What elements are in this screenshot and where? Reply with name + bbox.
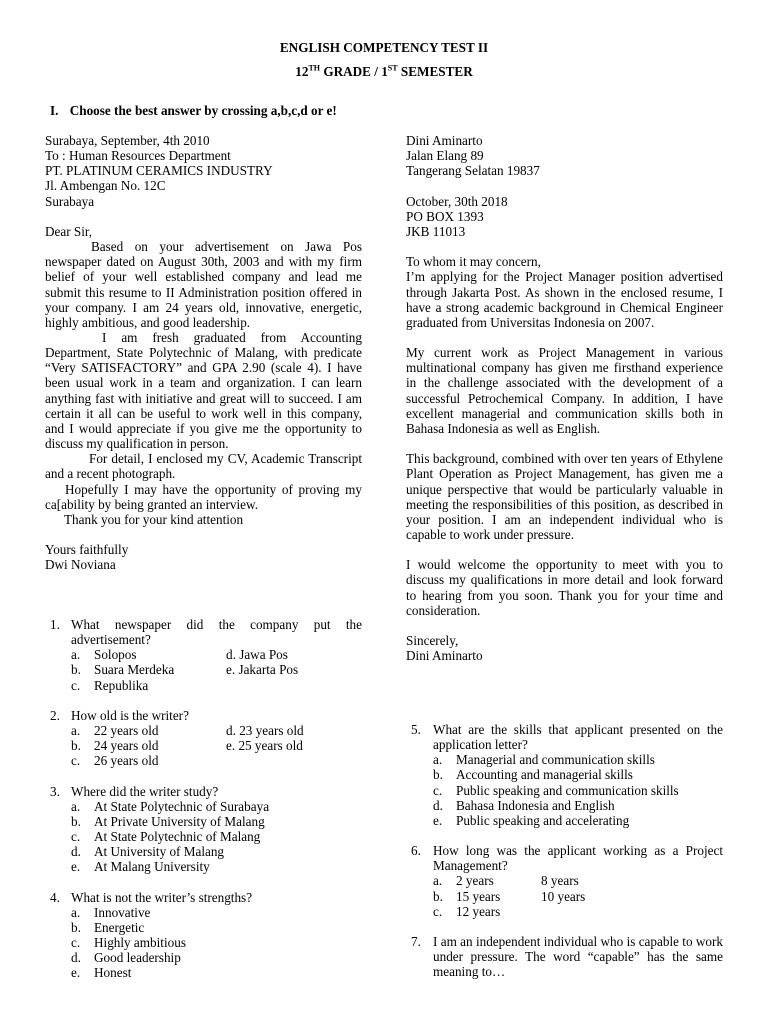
question-text: What are the skills that applicant presented on the application letter? <box>433 722 723 753</box>
grade-number: 12 <box>295 64 309 79</box>
question-7 <box>411 934 723 979</box>
questions-right <box>411 722 723 980</box>
question-text: What newspaper did the company put the advertisement? <box>71 617 362 648</box>
option-row[interactable]: a. Managerial and communication skills <box>433 752 655 768</box>
option-row[interactable]: d. Bahasa Indonesia and English <box>433 797 615 813</box>
letter-one-signature: Dwi Noviana <box>45 557 116 573</box>
option-row[interactable]: b. Suara Merdeka e. Jakarta Pos <box>71 662 299 678</box>
option-row[interactable]: c. Public speaking and communication skills <box>433 782 679 798</box>
semester-suffix: ST <box>387 63 398 73</box>
letter-two-sender: Dini Aminarto <box>406 133 483 148</box>
letter-one-city: Surabaya <box>45 193 95 209</box>
letter-one-paragraph-5: Thank you for your kind attention <box>64 511 244 527</box>
question-text: What is not the writer’s strengths? <box>71 889 253 905</box>
letter-one-paragraph-3: For detail, I enclosed my CV, Academic Transcript and a recent photograph. <box>45 451 362 482</box>
option-row[interactable]: c. At State Polytechnic of Malang <box>71 829 261 845</box>
test-title: ENGLISH COMPETENCY TEST II <box>279 40 489 55</box>
option-row[interactable]: a. Innovative <box>71 904 151 920</box>
option-row[interactable]: b. Accounting and managerial skills <box>433 767 633 783</box>
question-number: 4. <box>50 889 60 905</box>
question-6 <box>411 843 723 919</box>
question-number: 7. <box>411 934 421 950</box>
letter-one <box>45 133 362 573</box>
section-number: I. <box>50 103 59 118</box>
option-row[interactable]: e. Honest <box>71 965 132 981</box>
questions-left <box>50 617 362 980</box>
grade-suffix: TH <box>308 63 321 73</box>
option-row[interactable]: d. At University of Malang <box>71 844 225 860</box>
question-5 <box>411 722 723 828</box>
option-row[interactable]: c. 12 years <box>433 903 501 919</box>
option-row[interactable]: b. 24 years old e. 25 years old <box>71 738 303 754</box>
letter-two-paragraph-4: I would welcome the opportunity to meet with you to discuss my qualifications in more detail and look forward to hearing from you soon. Thank you for your time and consideration. <box>406 557 723 618</box>
option-row[interactable]: a. 22 years old d. 23 years old <box>71 723 304 739</box>
question-3 <box>50 784 362 875</box>
question-number: 2. <box>50 707 60 723</box>
letter-one-company: PT. PLATINUM CERAMICS INDUSTRY <box>45 163 273 179</box>
letter-one-paragraph-1: Based on your advertisement on Jawa Pos newspaper dated on August 30th, 2003 and with my firm belief of your well established company and lead me submit this resume to II Administration position offered in your company. I am 24 years old, innovative, energetic, highly ambitious, and good leadership. <box>45 239 362 330</box>
question-number: 3. <box>50 783 60 799</box>
question-1 <box>50 617 362 693</box>
letter-one-address: Jl. Ambengan No. 12C <box>45 178 166 194</box>
question-4 <box>50 890 362 981</box>
semester-label: SEMESTER <box>397 64 473 79</box>
option-row[interactable]: c. 26 years old <box>71 753 159 769</box>
option-row[interactable]: e. At Malang University <box>71 859 210 875</box>
option-row[interactable]: e. Public speaking and accelerating <box>433 812 630 828</box>
option-row[interactable]: a. At State Polytechnic of Surabaya <box>71 798 270 814</box>
option-row[interactable]: b. 15 years 10 years <box>433 888 586 904</box>
letter-two-paragraph-1: I’m applying for the Project Manager position advertised through Jakarta Post. As shown in the enclosed resume, I have a strong academic background in Chemical Engineer graduated from Universitas Indonesia on 2007. <box>406 269 723 330</box>
instruction-text: Choose the best answer by crossing a,b,c,d or e! <box>69 103 337 118</box>
option-row[interactable]: c. Highly ambitious <box>71 935 186 951</box>
option-row[interactable]: a. Solopos d. Jawa Pos <box>71 647 288 663</box>
question-text: How old is the writer? <box>71 707 189 723</box>
letter-two-city: Tangerang Selatan 19837 <box>406 163 540 179</box>
letter-one-closing: Yours faithfully <box>45 542 129 558</box>
letter-two-pobox: PO BOX 1393 <box>406 208 484 224</box>
question-text: I am an independent individual who is capable to work under pressure. The word “capable” has the same meaning to… <box>433 934 723 980</box>
option-row[interactable]: b. Energetic <box>71 919 145 935</box>
letter-one-salutation: Dear Sir, <box>45 223 93 239</box>
letter-one-paragraph-4: Hopefully I may have the opportunity of proving my ca[ability by being granted an interview. <box>45 481 362 512</box>
question-text: Where did the writer study? <box>71 783 219 799</box>
option-row[interactable]: a. 2 years 8 years <box>433 873 579 889</box>
option-row[interactable]: c. Republika <box>71 677 149 693</box>
letter-two-paragraph-2: My current work as Project Management in various multinational company has given me firsthand experience in the challenge associated with the development of a successful Petrochemical Company. In addition, I have excellent managerial and communication skills both in Bahasa Indonesia as well as English. <box>406 345 723 436</box>
question-number: 5. <box>411 722 421 737</box>
question-number: 1. <box>50 617 60 632</box>
letter-two-date: October, 30th 2018 <box>406 193 508 209</box>
section-instruction <box>50 103 337 119</box>
option-row[interactable]: d. Good leadership <box>71 950 181 966</box>
question-text: How long was the applicant working as a Project Management? <box>433 843 723 874</box>
question-number: 6. <box>411 843 421 859</box>
grade-label: GRADE / 1 <box>320 64 388 79</box>
letter-two-closing: Sincerely, <box>406 633 459 649</box>
letter-two <box>406 133 723 663</box>
letter-two-street: Jalan Elang 89 <box>406 148 484 164</box>
option-row[interactable]: b. At Private University of Malang <box>71 813 265 829</box>
letter-two-paragraph-3: This background, combined with over ten years of Ethylene Plant Operation as Project Management, has given me a unique perspective that would be particularly valuable in meeting the responsibilities of this position, as described in your position. I am an independent individual who is capable to work under pressure. <box>406 451 723 542</box>
question-2 <box>50 708 362 769</box>
letter-one-place-date: Surabaya, September, 4th 2010 <box>45 133 210 148</box>
letter-two-code: JKB 11013 <box>406 223 466 239</box>
letter-two-salutation: To whom it may concern, <box>406 254 541 270</box>
letter-two-signature: Dini Aminarto <box>406 648 483 664</box>
letter-one-recipient: To : Human Resources Department <box>45 148 231 164</box>
letter-one-paragraph-2: I am fresh graduated from Accounting Department, State Polytechnic of Malang, with predicate “Very SATISFACTORY” and GPA 2.90 (scale 4). I have been usual work in a team and organization. I can learn anything fast with initiative and great will to succeed. I am certain it all can be useful to work well in this company, and I would appreciate if you give me the opportunity to discuss my qualification in person. <box>45 330 362 452</box>
grade-semester <box>0 64 768 80</box>
